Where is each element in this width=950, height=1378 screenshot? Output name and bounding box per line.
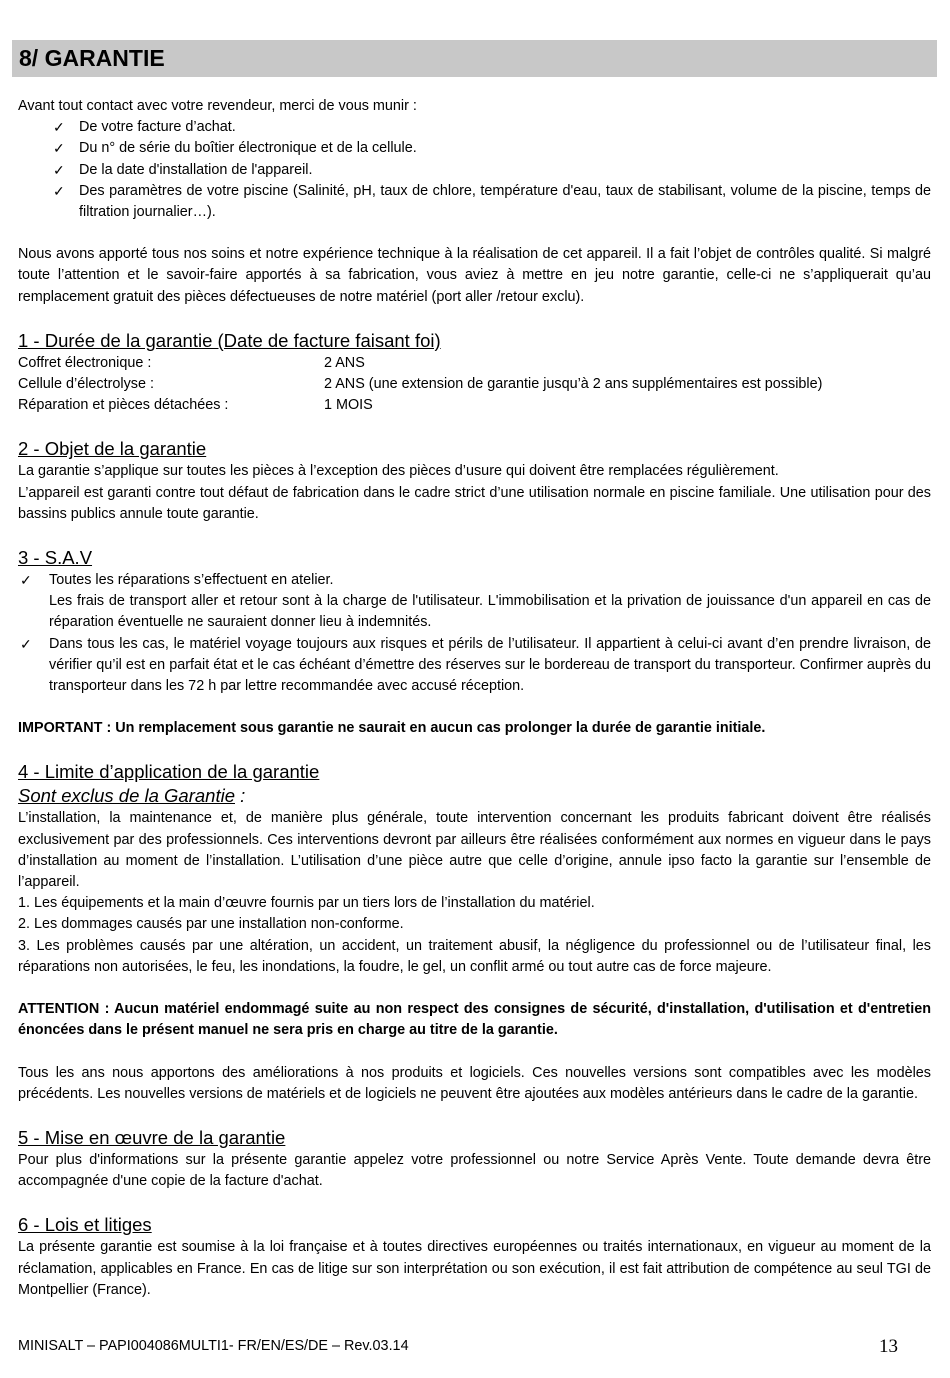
duration-table (18, 353, 822, 417)
list-item: ✓ De la date d'installation de l'appareil. (18, 160, 931, 181)
checkmark-icon: ✓ (20, 572, 32, 589)
exclusion-item: 2. Les dommages causés par une installation non-conforme. (18, 916, 404, 933)
list-item: ✓ Toutes les réparations s’effectuent en atelier. Les frais de transport aller et retour sont à la charge de l'utilisateur. L'immobilisation et la privation de jouissance d'un appareil en cas de réparation éventuelle ne sauraient donner lieu à indemnités. (20, 572, 931, 631)
important-notice: IMPORTANT : Un remplacement sous garantie ne saurait en aucun cas prolonger la durée de garantie initiale. (18, 720, 766, 737)
laws-paragraph: La présente garantie est soumise à la loi française et à toutes directives européennes ou traités internationaux, en vigueur au moment de la réclamation, applicables en France. En cas de litige sur son interprétation ou son exécution, il est fait attribution de compétence au seul TGI de Montpellier (France). (18, 1239, 931, 1298)
table-row (18, 353, 822, 374)
checkmark-icon: ✓ (20, 635, 32, 652)
page-number: 13 (879, 1336, 898, 1357)
duration-value: 1 MOIS (324, 397, 373, 414)
attention-notice: ATTENTION : Aucun matériel endommagé suite au non respect des consignes de sécurité, d'installation, d'utilisation et d'entretien énoncées dans le présent manuel ne sera pris en charge au titre de la garantie. (18, 1001, 931, 1039)
page-title: 8/ GARANTIE (12, 40, 937, 77)
section-title-implementation: 5 - Mise en œuvre de la garantie (18, 1126, 286, 1148)
intro-lead: Avant tout contact avec votre revendeur, merci de vous munir : (18, 98, 417, 114)
object-paragraph-2: L’appareil est garanti contre tout défaut de fabrication dans le cadre strict d’une utilisation normale en piscine familiale. Une utilisation pour des bassins publics annule toute garantie. (18, 484, 931, 522)
list-item: ✓ Des paramètres de votre piscine (Salinité, pH, taux de chlore, température d'eau, taux de stabilisant, volume de la piscine, temps de filtration journalier…). (53, 182, 931, 221)
exclusion-item: 1. Les équipements et la main d’œuvre fournis par un tiers lors de l’installation du matériel. (18, 895, 595, 912)
limits-paragraph: L’installation, la maintenance et, de manière plus générale, toute intervention concernant les produits fabricant doivent être réalisés exclusivement par des professionnels. Ces interventions devront par ailleurs être réalisées conformément aux normes en vigueur dans le pays d’installation au moment de l’installation. L’utilisation d’une pièce autre que celle d’origine, annule ipso facto la garantie sur l’ensemble de l’appareil. (18, 810, 931, 891)
section-title-object: 2 - Objet de la garantie (18, 438, 207, 460)
duration-value: 2 ANS (une extension de garantie jusqu’à 2 ans supplémentaires est possible) (324, 376, 823, 393)
section-title-laws: 6 - Lois et litiges (18, 1214, 152, 1236)
duration-label: Coffret électronique : (18, 354, 152, 371)
improvements-paragraph: Tous les ans nous apportons des améliorations à nos produits et logiciels. Ces nouvelles versions sont compatibles avec les modèles précédents. Les nouvelles versions de matériels et de logiciels ne peuvent être ajoutées aux modèles antérieurs dans le cadre de la garantie. (18, 1064, 931, 1102)
implementation-paragraph: Pour plus d'informations sur la présente garantie appelez votre professionnel ou notre Service Après Vente. Toute demande devra être accompagnée d'une copie de la facture d'achat. (18, 1151, 931, 1190)
list-item: ✓ Du n° de série du boîtier électronique et de la cellule. (18, 138, 931, 159)
checkmark-icon: ✓ (53, 182, 65, 199)
table-row (18, 374, 822, 395)
document-page (18, 40, 931, 1301)
checkmark-icon: ✓ (53, 161, 65, 178)
duration-label: Cellule d’électrolyse : (18, 376, 154, 393)
list-item: ✓ De votre facture d’achat. (18, 117, 931, 138)
sav-checklist (18, 570, 931, 697)
list-item: ✓ Dans tous les cas, le matériel voyage toujours aux risques et périls de l’utilisateur. Il appartient à celui-ci avant d’en prendre livraison, de vérifier qu’il est en parfait état et le cas échéant d’émettre des réserves sur le bordereau de transport du transporteur. Confirmer auprès du transporteur dans les 72 h par lettre recommandée avec accusé réception. (20, 635, 931, 695)
duration-label: Réparation et pièces détachées : (18, 397, 229, 414)
checkmark-icon: ✓ (53, 119, 65, 136)
intro-checklist (18, 117, 931, 223)
table-row (18, 395, 822, 416)
object-paragraph-1: La garantie s’applique sur toutes les pièces à l’exception des pièces d’usure qui doivent être remplacées régulièrement. (18, 463, 779, 480)
section-title-sav: 3 - S.A.V (18, 547, 93, 569)
document-reference: MINISALT – PAPI004086MULTI1- FR/EN/ES/DE – Rev.03.14 (18, 1338, 409, 1354)
exclusion-item: 3. Les problèmes causés par une altération, un accident, un traitement abusif, la négligence du professionnel ou de l’utilisateur final, les réparations non autorisées, le feu, les inondations, la foudre, le gel, un conflit armé ou tout autre cas de force majeure. (18, 937, 931, 975)
exclusions-subtitle: Sont exclus de la Garantie : (18, 785, 246, 807)
section-title-duration: 1 - Durée de la garantie (Date de facture faisant foi) (18, 329, 441, 351)
intro-paragraph: Nous avons apporté tous nos soins et notre expérience technique à la réalisation de cet appareil. Il a fait l’objet de contrôles qualité. Si malgré toute l’attention et le savoir-faire apportés à sa fabrication, vous aviez à mettre en jeu notre garantie, celle-ci ne s’appliquerait qu’au remplacement gratuit des pièces défectueuses de notre matériel (port aller /retour exclu). (18, 246, 931, 305)
section-title-limits: 4 - Limite d’application de la garantie (18, 761, 320, 783)
duration-value: 2 ANS (324, 354, 365, 371)
checkmark-icon: ✓ (53, 140, 65, 157)
